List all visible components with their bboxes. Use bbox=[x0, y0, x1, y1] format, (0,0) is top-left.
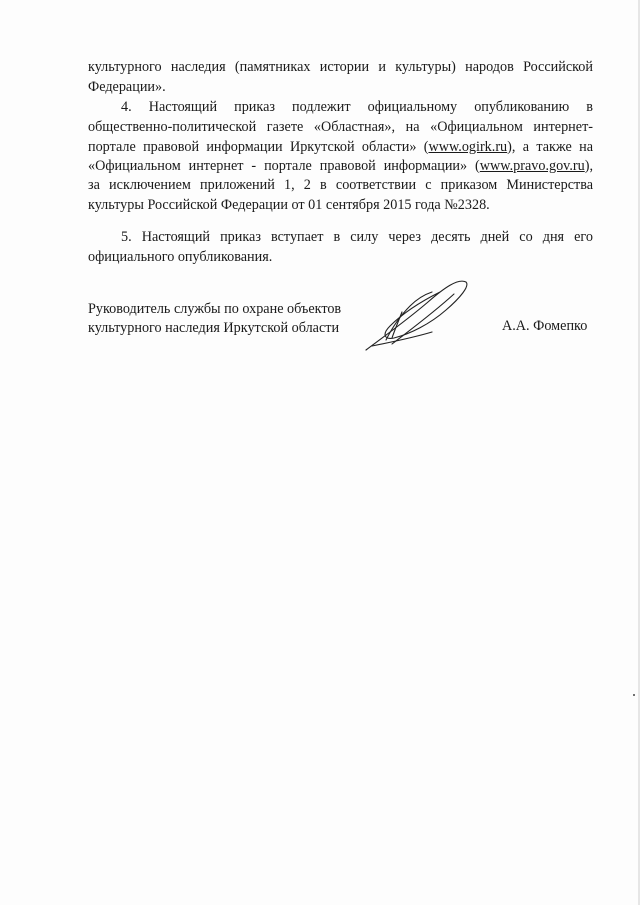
ogirk-link[interactable]: www.ogirk.ru bbox=[428, 139, 508, 155]
item-4-line-6: культуры Российской Федерации от 01 сентября 2015 года №2328. bbox=[88, 197, 490, 213]
continuation-line-1: культурного наследия (памятниках истории и культуры) народов Российской bbox=[88, 59, 593, 75]
item-5-line-2: официального опубликования. bbox=[88, 249, 273, 265]
item-4-line-3 bbox=[88, 138, 593, 156]
item-4-line-2: общественно-политической газете «Областная», на «Официальном интернет- bbox=[88, 119, 593, 135]
handwritten-signature bbox=[362, 272, 472, 356]
scan-speck bbox=[633, 694, 635, 696]
signer-position-line-1: Руководитель службы по охране объектов bbox=[88, 301, 342, 317]
item-4-line-1: 4. Настоящий приказ подлежит официальному опубликованию в bbox=[121, 99, 593, 115]
signer-position-line-2: культурного наследия Иркутской области bbox=[88, 320, 340, 336]
continuation-line-2: Федерации». bbox=[88, 79, 166, 95]
item-4-line-4-text-a: «Официальном интернет - портале правовой информации» ( bbox=[88, 158, 480, 174]
item-5-line-1: 5. Настоящий приказ вступает в силу через десять дней со дня его bbox=[121, 229, 593, 245]
signer-name: А.А. Фомепко bbox=[502, 318, 588, 334]
item-4-line-4-text-b: ), bbox=[584, 158, 593, 174]
item-4-line-3-text-b: ), а также на bbox=[507, 139, 594, 155]
pravo-link[interactable]: www.pravo.gov.ru bbox=[479, 158, 585, 174]
item-4-line-5: за исключением приложений 1, 2 в соответствии с приказом Министерства bbox=[88, 177, 593, 193]
item-4-line-4 bbox=[88, 157, 593, 175]
item-4-line-3-text-a: портале правовой информации Иркутской области» ( bbox=[88, 139, 429, 155]
